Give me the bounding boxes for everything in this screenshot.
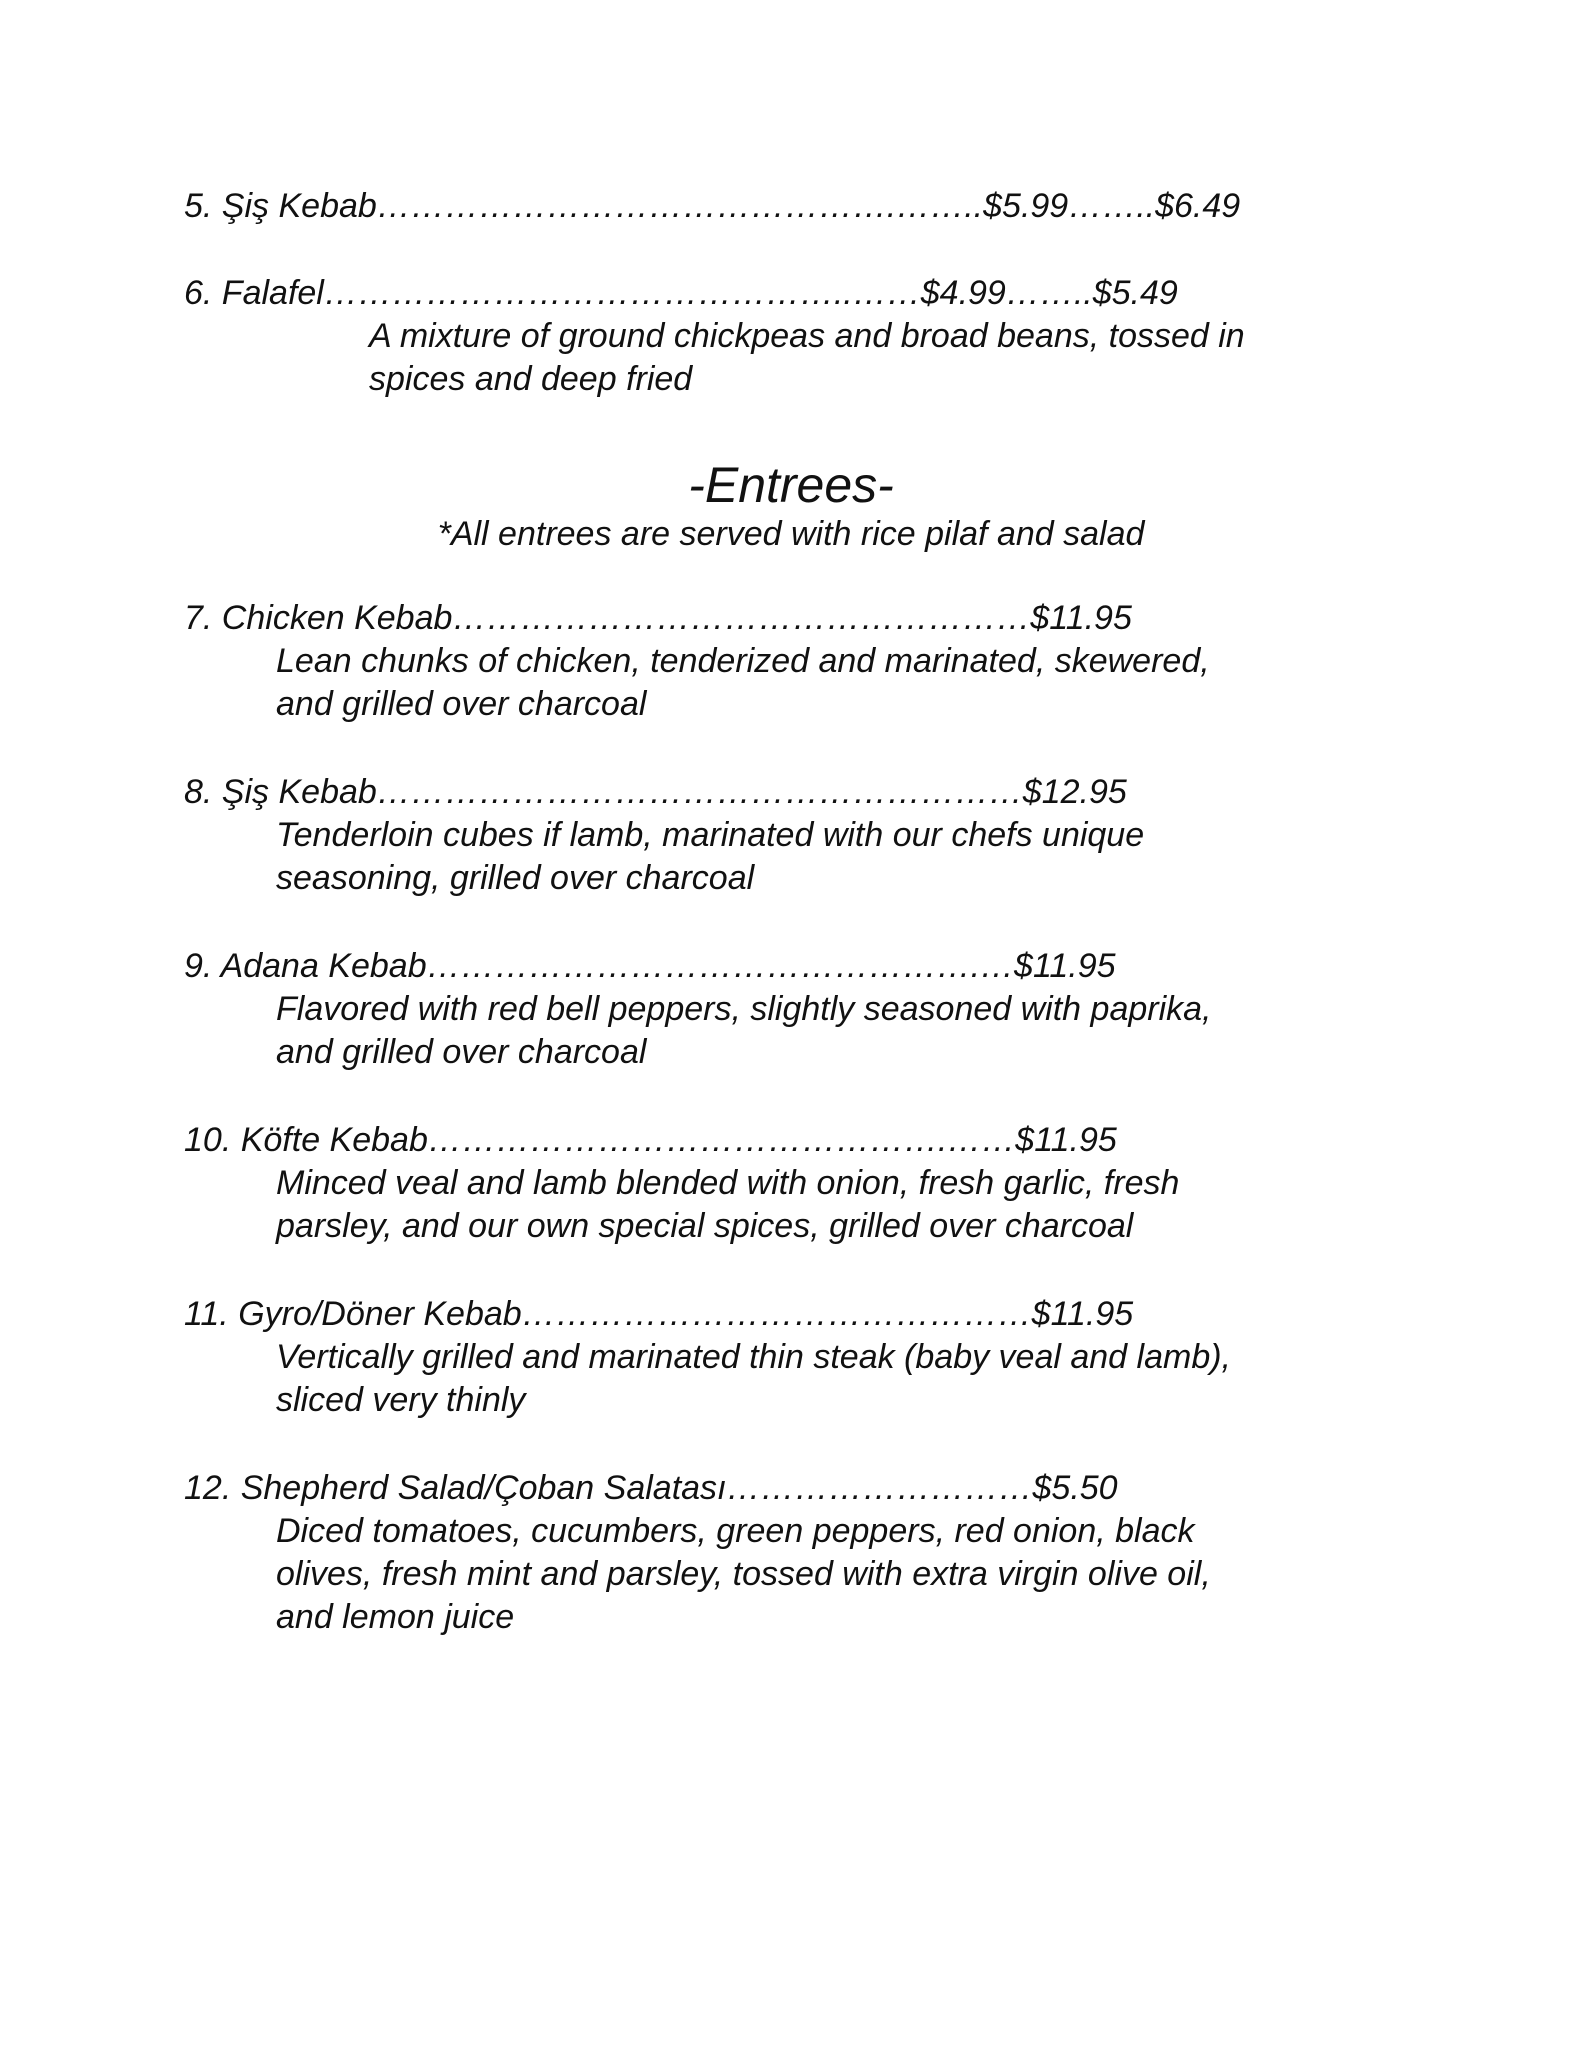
menu-item-7-description-line-1: Lean chunks of chicken, tenderized and marinated, skewered, xyxy=(276,642,1210,680)
section-note-entrees: *All entrees are served with rice pilaf and salad xyxy=(437,515,1145,553)
menu-item-11: 11. Gyro/Döner Kebab………………………………………$11.95 xyxy=(184,1295,1134,1333)
menu-item-7-description-line-2: and grilled over charcoal xyxy=(276,685,647,723)
menu-item-12-description-line-3: and lemon juice xyxy=(276,1598,515,1636)
menu-item-10-description-line-1: Minced veal and lamb blended with onion, fresh garlic, fresh xyxy=(276,1164,1180,1202)
menu-item-6: 6. Falafel………………………………………..……$4.99……..$5.49 xyxy=(184,274,1178,312)
menu-item-12: 12. Shepherd Salad/Çoban Salatası………………………$5.50 xyxy=(184,1469,1118,1507)
menu-item-8-description-line-1: Tenderloin cubes if lamb, marinated with our chefs unique xyxy=(276,816,1145,854)
menu-item-11-description-line-2: sliced very thinly xyxy=(276,1381,526,1419)
menu-item-6-description-line-1: A mixture of ground chickpeas and broad beans, tossed in xyxy=(369,317,1245,355)
menu-item-5: 5. Şiş Kebab……………………………………….……..$5.99……..$6.49 xyxy=(184,187,1241,225)
menu-item-7: 7. Chicken Kebab……………………………………………$11.95 xyxy=(184,599,1132,637)
menu-item-10-description-line-2: parsley, and our own special spices, grilled over charcoal xyxy=(276,1207,1134,1245)
menu-item-12-description-line-2: olives, fresh mint and parsley, tossed with extra virgin olive oil, xyxy=(276,1555,1211,1593)
menu-item-12-description-line-1: Diced tomatoes, cucumbers, green peppers, red onion, black xyxy=(276,1512,1195,1550)
section-title-entrees: -Entrees- xyxy=(688,457,894,513)
menu-item-9: 9. Adana Kebab………………………………………….…$11.95 xyxy=(184,947,1116,985)
menu-item-6-description-line-2: spices and deep fried xyxy=(369,360,693,398)
menu-item-11-description-line-1: Vertically grilled and marinated thin steak (baby veal and lamb), xyxy=(276,1338,1232,1376)
menu-item-9-description-line-2: and grilled over charcoal xyxy=(276,1033,647,1071)
menu-item-8-description-line-2: seasoning, grilled over charcoal xyxy=(276,859,755,897)
menu-item-9-description-line-1: Flavored with red bell peppers, slightly seasoned with paprika, xyxy=(276,990,1212,1028)
menu-item-8: 8. Şiş Kebab…………………………………………………$12.95 xyxy=(184,773,1127,811)
menu-item-10: 10. Köfte Kebab……………………………………….……$11.95 xyxy=(184,1121,1117,1159)
